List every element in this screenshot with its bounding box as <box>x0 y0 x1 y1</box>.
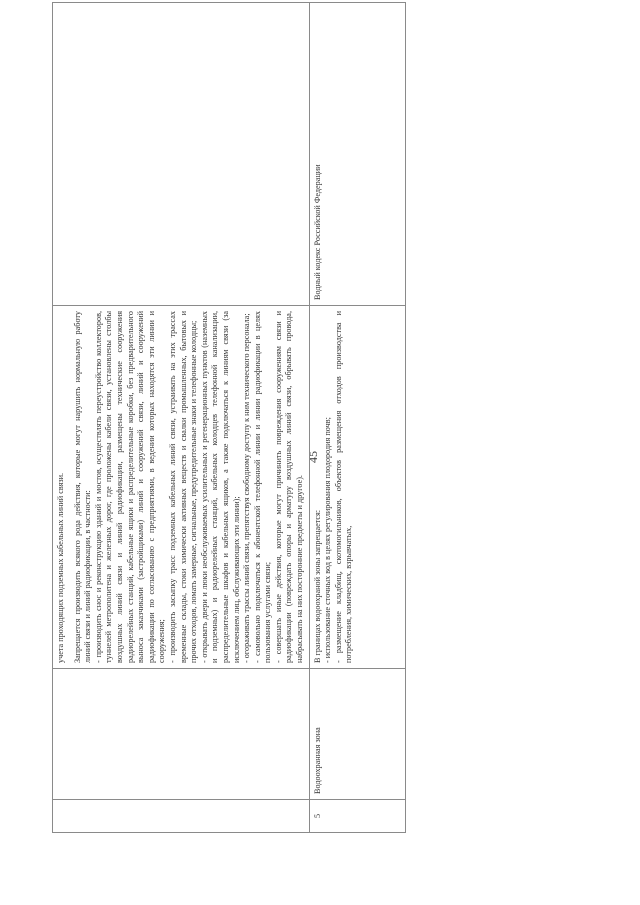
restriction-item: - огораживать трассы линий связи, препятствуя свободному доступу к ним технического персонала; <box>242 313 252 663</box>
table-row <box>53 3 310 833</box>
restrictions-cell <box>309 306 405 669</box>
restriction-item: - использование сточных вод в целях регулирования плодородия почв; <box>323 417 333 663</box>
restriction-item: - размещение кладбищ, скотомогильников, объектов размещения отходов производства и потребления, химических, взрывчатых, <box>333 311 354 663</box>
zone-name-cell <box>53 669 310 800</box>
restriction-item: - открывать двери и люки необслуживаемых усилительных и регенерационных пунктов (наземных и подземных) и радиорелейных станций, кабельных колодцев телефонной канализации, распределительные шкафов и кабельных ящиков, а также подключаться к линиям связи (за исключением лиц, обслуживающих эти линии); <box>199 311 241 663</box>
page-number: 45 <box>306 451 320 463</box>
restriction-item: - самовольно подключаться к абонентской телефонной линии и линии радиофикации в целях пользования услугами связи; <box>252 311 273 663</box>
row-number-cell: 5 <box>309 800 405 833</box>
continuation-text: учета проходящих подземных кабельных линий связи. <box>56 472 65 663</box>
restrictions-cell <box>53 306 310 669</box>
restriction-item: - производить засыпку трасс подземных кабельных линий связи, устраивать на этих трассах временные склады, стоки химически активных веществ и свалки промышленных, бытовых и прочих отходов, ломать замерные, сигнальные, предупредительные знаки и телефонные колодцы; <box>167 311 199 663</box>
zone-name-cell: Водоохранная зона <box>309 669 405 800</box>
restrictions-header: Запрещается производить всякого рода действия, которые могут нарушить нормальную работу линий связи и линий радиофикации, в частности: <box>72 311 93 663</box>
law-cell <box>53 3 310 306</box>
restriction-item: - совершать иные действия, которые могут причинить повреждения сооружениям связи и радиофикации (повреждать опоры и арматуру воздушных линий связи, обрывать провода, набрасывать на них посторонние предметы и другое). <box>273 311 305 663</box>
restrictions-table <box>52 2 406 833</box>
restrictions-header: В границах водоохраной зоны запрещается: <box>312 509 322 663</box>
row-number-cell <box>53 800 310 833</box>
law-cell: Водный кодекс Российской Федерации <box>309 3 405 306</box>
restriction-item: - производить снос и реконструкцию зданий и мостов, осуществлять переустройство коллекторов, туннелей метрополитена и железных дорог, где проложены кабели связи, установлены столбы воздушных линий связи и линий радиофикации, размещены технические сооружения радиорелейных станций, кабельные ящики и распределительные коробки, без предварительного выноса заказчиками (застройщиками) линий и сооружений связи, линий и сооружений радиофикации по согласованию с предприятиями, в ведении которых находятся эти линии и сооружения; <box>93 311 167 663</box>
table-row <box>309 3 405 833</box>
